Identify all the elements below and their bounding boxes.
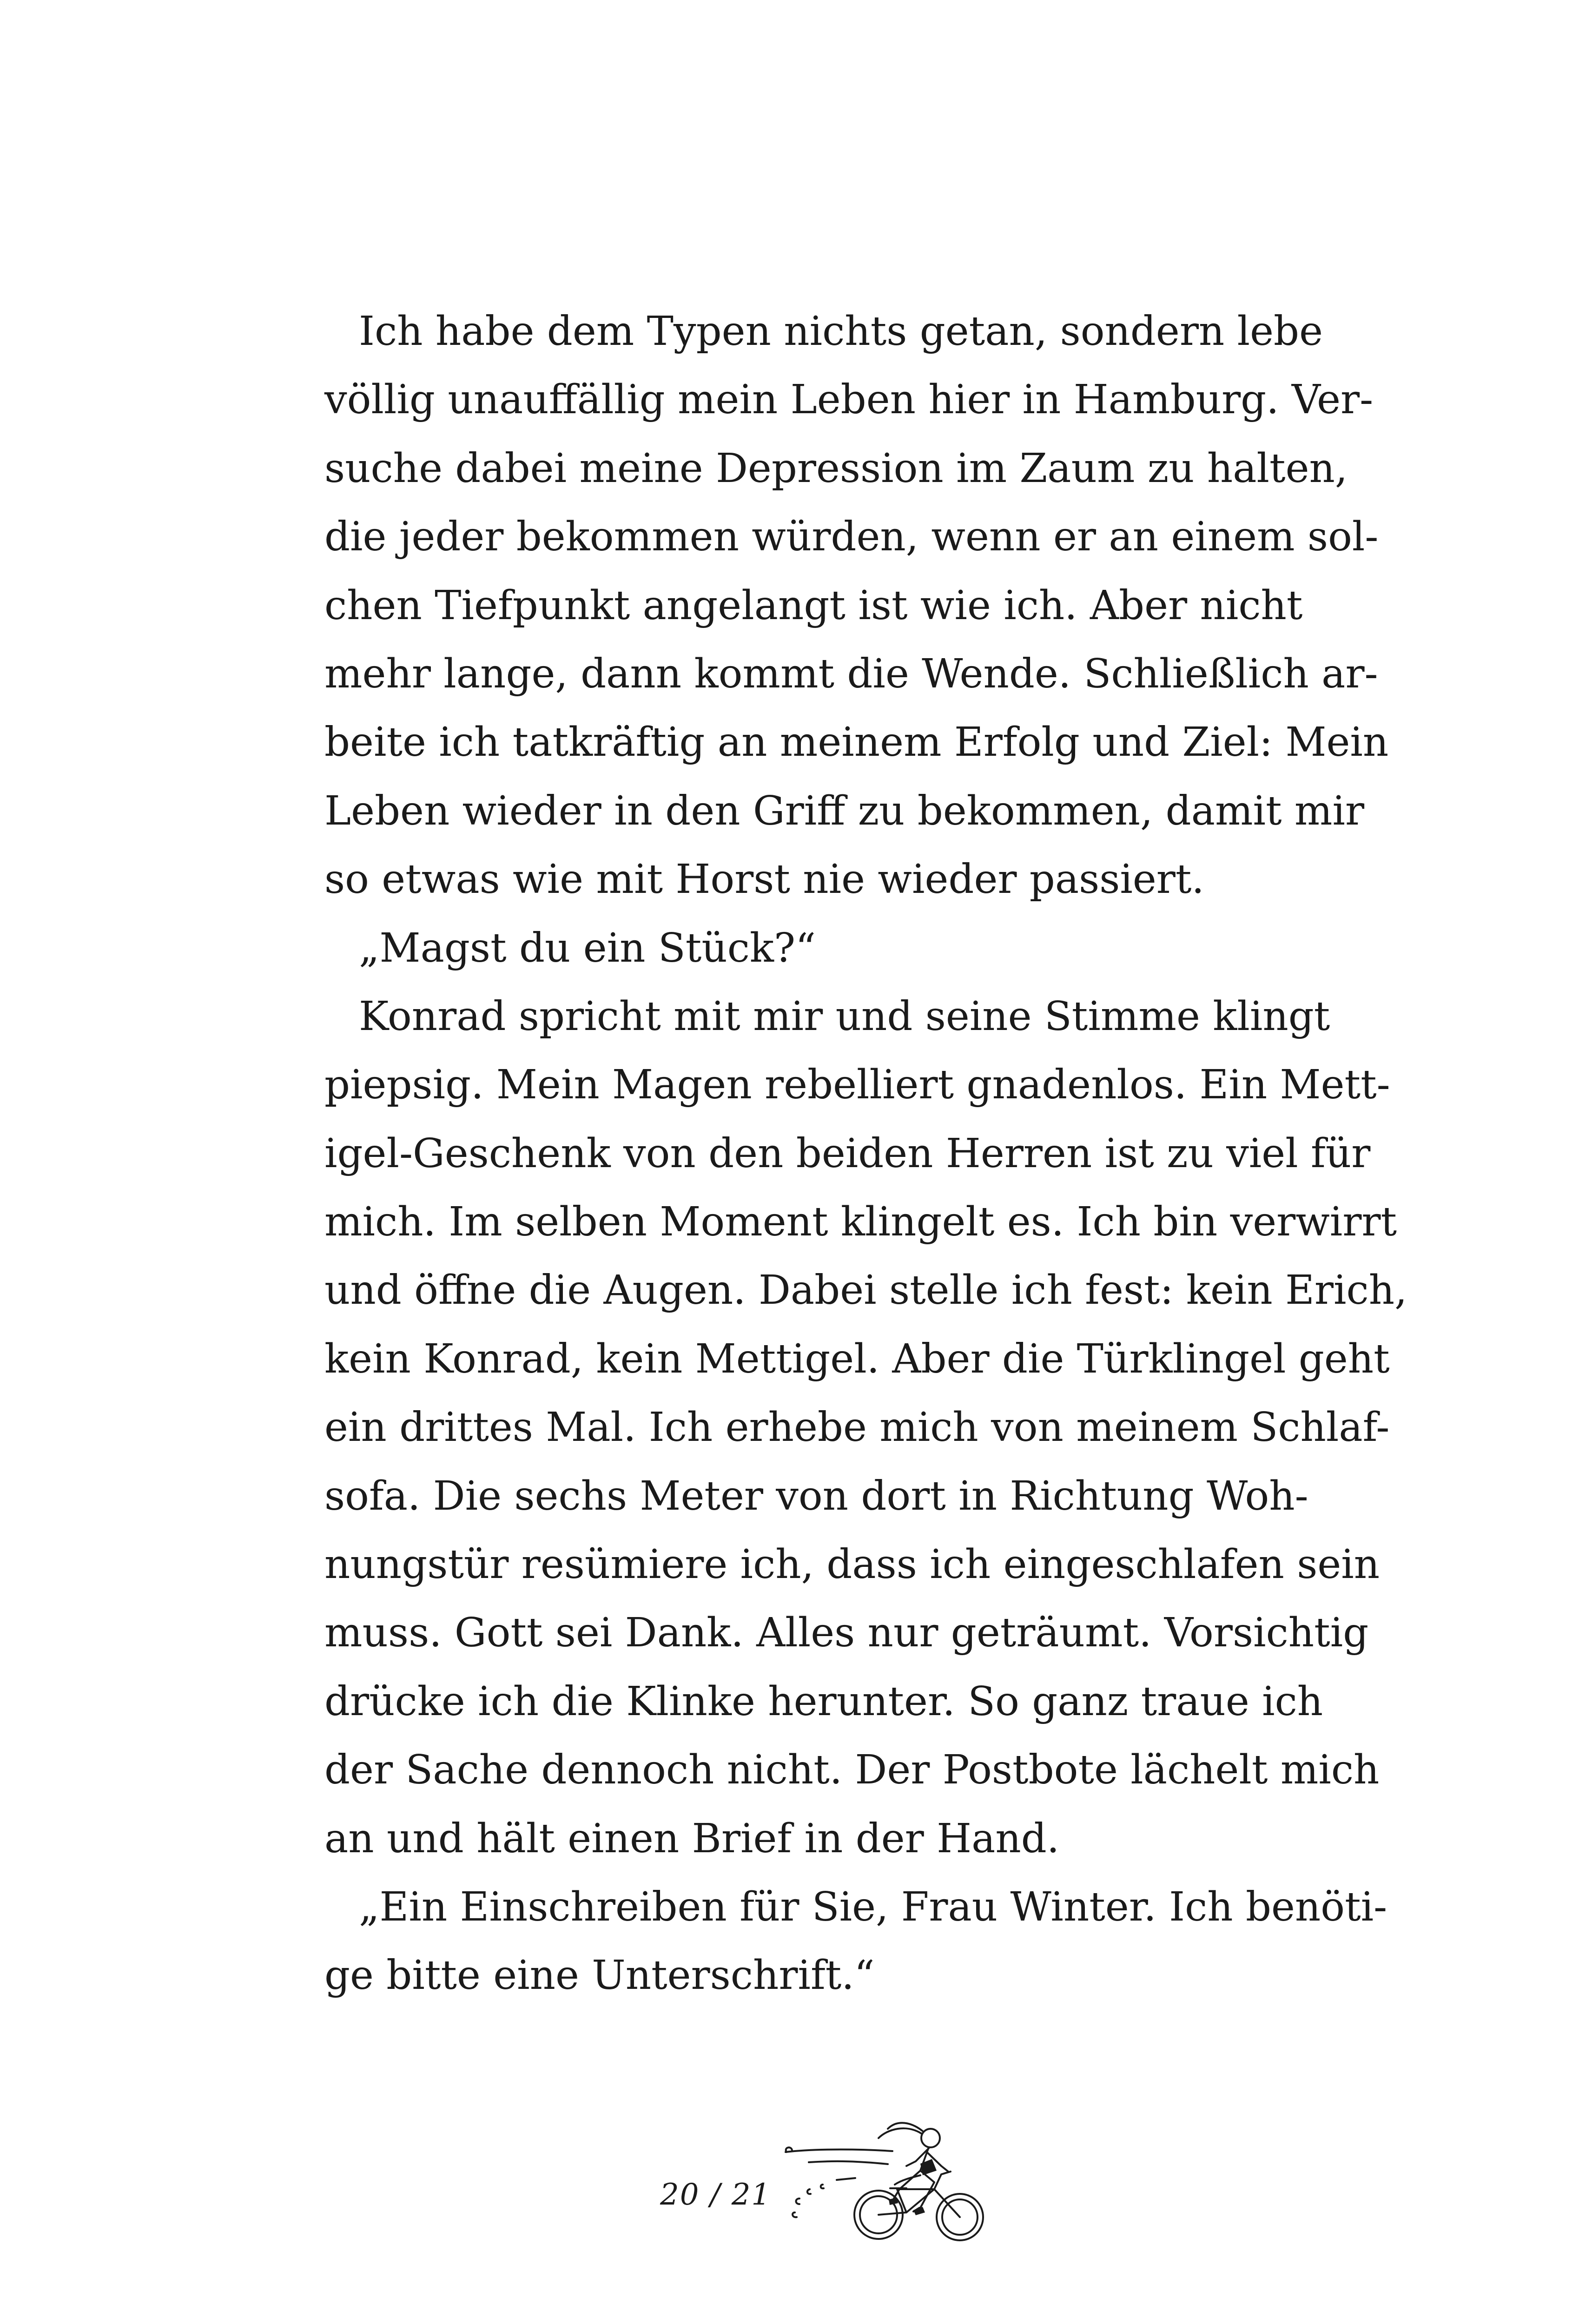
text-line: Leben wieder in den Griff zu bekommen, damit mir [324,787,1365,834]
text-line: völlig unauffällig mein Leben hier in Hamburg. Ver- [324,376,1374,423]
text-line: ge bitte eine Unterschrift.“ [324,1952,875,1999]
text-line: und öffne die Augen. Dabei stelle ich fest: kein Erich, [324,1267,1407,1314]
text-line: mehr lange, dann kommt die Wende. Schließlich ar- [324,650,1378,697]
page-footer [0,2119,1592,2268]
text-line: suche dabei meine Depression im Zaum zu halten, [324,445,1348,492]
body-text [324,297,1407,2010]
page-number: 20 / 21 [660,2178,772,2212]
text-line: Konrad spricht mit mir und seine Stimme klingt [359,993,1330,1040]
text-line: chen Tiefpunkt angelangt ist wie ich. Aber nicht [324,582,1303,629]
text-line: beite ich tatkräftig an meinem Erfolg und Ziel: Mein [324,719,1389,766]
text-line: die jeder bekommen würden, wenn er an einem sol- [324,514,1379,561]
text-line: nungstür resümiere ich, dass ich eingeschlafen sein [324,1541,1380,1588]
text-line: ein drittes Mal. Ich erhebe mich von meinem Schlaf- [324,1404,1390,1451]
girl-on-bicycle-icon [781,2119,1004,2259]
text-line: muss. Gott sei Dank. Alles nur geträumt. Vorsichtig [324,1610,1369,1657]
text-line: Ich habe dem Typen nichts getan, sondern lebe [359,308,1323,355]
text-line: drücke ich die Klinke herunter. So ganz traue ich [324,1678,1323,1725]
text-line: „Magst du ein Stück?“ [359,924,816,971]
text-line: der Sache dennoch nicht. Der Postbote lächelt mich [324,1747,1380,1794]
text-line: piepsig. Mein Magen rebelliert gnadenlos. Ein Mett- [324,1062,1390,1109]
text-line: so etwas wie mit Horst nie wieder passiert. [324,856,1204,903]
text-line: kein Konrad, kein Mettigel. Aber die Türklingel geht [324,1335,1390,1382]
text-line: mich. Im selben Moment klingelt es. Ich bin verwirrt [324,1199,1397,1246]
text-line: igel-Geschenk von den beiden Herren ist zu viel für [324,1130,1371,1177]
text-line: „Ein Einschreiben für Sie, Frau Winter. Ich benöti- [359,1883,1387,1930]
text-line: an und hält einen Brief in der Hand. [324,1815,1060,1862]
text-line: sofa. Die sechs Meter von dort in Richtung Woh- [324,1472,1308,1519]
